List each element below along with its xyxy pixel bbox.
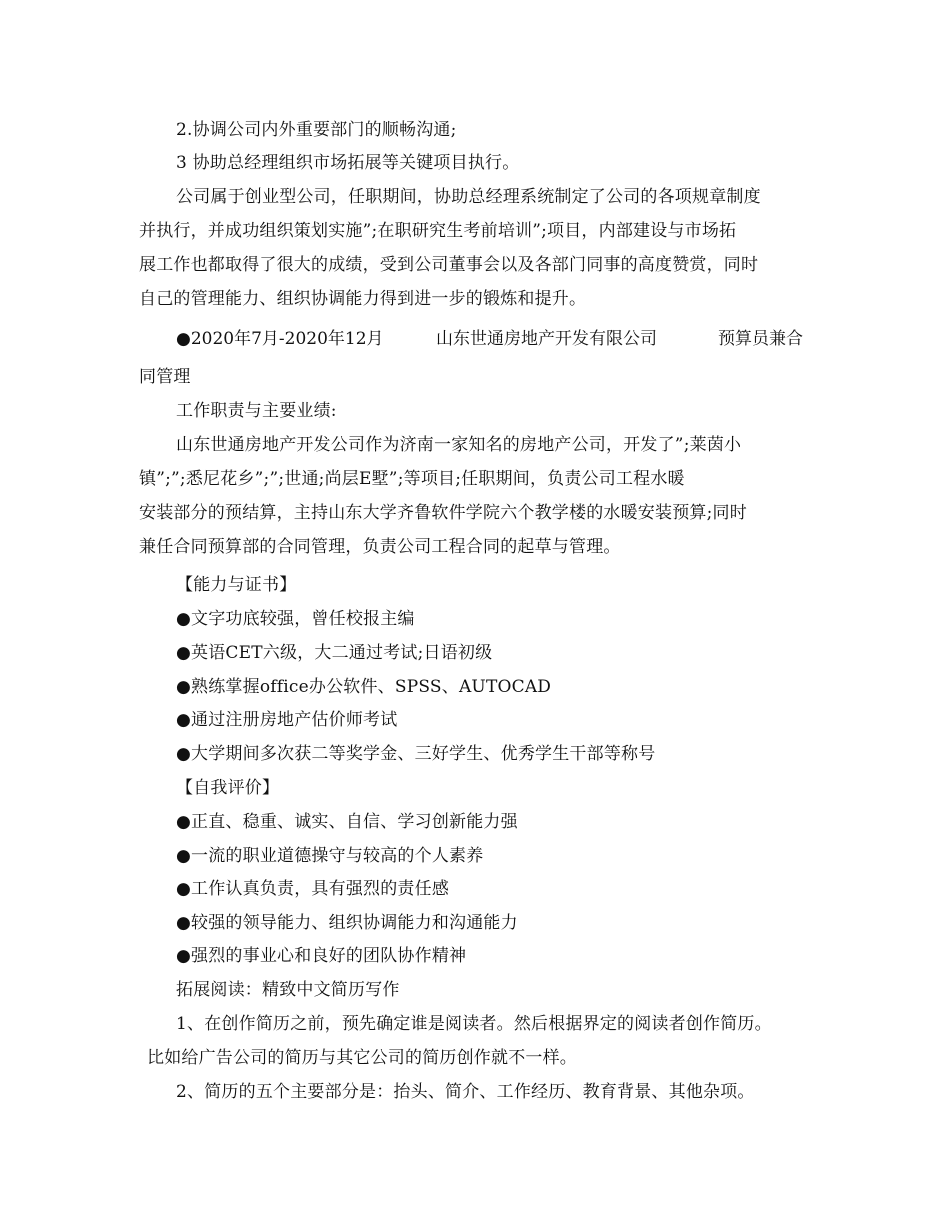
paragraph-line: 1、在创作简历之前，预先确定谁是阅读者。然后根据界定的阅读者创作简历。	[176, 1014, 772, 1034]
job-entry-header	[0, 328, 950, 350]
skill-item: ●熟练掌握office办公软件、SPSS、AUTOCAD	[176, 677, 552, 697]
paragraph-line: 安装部分的预结算，主持山东大学齐鲁软件学院六个教学楼的水暖安装预算;同时	[139, 503, 747, 523]
paragraph-line: 比如给广告公司的简历与其它公司的简历创作就不一样。	[147, 1048, 577, 1068]
paragraph-line: 镇”;”;悉尼花乡”;”;世通;尚层E墅”;等项目;任职期间，负责公司工程水暖	[139, 469, 685, 489]
paragraph-line: 2、简历的五个主要部分是：抬头、简介、工作经历、教育背景、其他杂项。	[176, 1082, 755, 1102]
self-evaluation-item: ●强烈的事业心和良好的团队协作精神	[176, 946, 467, 966]
skill-item: ●文字功底较强，曾任校报主编	[176, 609, 415, 629]
extended-reading-heading: 拓展阅读：精致中文简历写作	[176, 980, 400, 1000]
skill-item: ●大学期间多次获二等奖学金、三好学生、优秀学生干部等称号	[176, 744, 656, 764]
job-period: ●2020年7月-2020年12月	[176, 329, 384, 349]
job-role: 预算员兼合	[718, 329, 803, 349]
skill-item: ●通过注册房地产估价师考试	[176, 710, 398, 730]
self-evaluation-item: ●工作认真负责，具有强烈的责任感	[176, 879, 450, 899]
paragraph-line: 自己的管理能力、组织协调能力得到进一步的锻炼和提升。	[139, 289, 587, 309]
section-heading-self-evaluation: 【自我评价】	[176, 778, 280, 798]
section-subheading: 工作职责与主要业绩:	[176, 401, 337, 421]
duty-line-3: 3 协助总经理组织市场拓展等关键项目执行。	[176, 153, 520, 173]
paragraph-line: 公司属于创业型公司，任职期间，协助总经理系统制定了公司的各项规章制度	[176, 187, 761, 207]
job-role-continued: 同管理	[139, 367, 191, 387]
paragraph-line: 山东世通房地产开发公司作为济南一家知名的房地产公司，开发了”;莱茵小	[176, 435, 742, 455]
skill-item: ●英语CET六级，大二通过考试;日语初级	[176, 643, 493, 663]
section-heading-skills: 【能力与证书】	[176, 575, 297, 595]
job-company: 山东世通房地产开发有限公司	[436, 329, 657, 349]
paragraph-line: 兼任合同预算部的合同管理，负责公司工程合同的起草与管理。	[139, 537, 621, 557]
duty-line-2: 2.协调公司内外重要部门的顺畅沟通;	[176, 120, 457, 140]
paragraph-line: 展工作也都取得了很大的成绩，受到公司董事会以及各部门同事的高度赞赏，同时	[139, 255, 759, 275]
self-evaluation-item: ●一流的职业道德操守与较高的个人素养	[176, 846, 484, 866]
self-evaluation-item: ●正直、稳重、诚实、自信、学习创新能力强	[176, 812, 518, 832]
self-evaluation-item: ●较强的领导能力、组织协调能力和沟通能力	[176, 913, 518, 933]
paragraph-line: 并执行，并成功组织策划实施”;在职研究生考前培训”;项目，内部建设与市场拓	[139, 221, 737, 241]
